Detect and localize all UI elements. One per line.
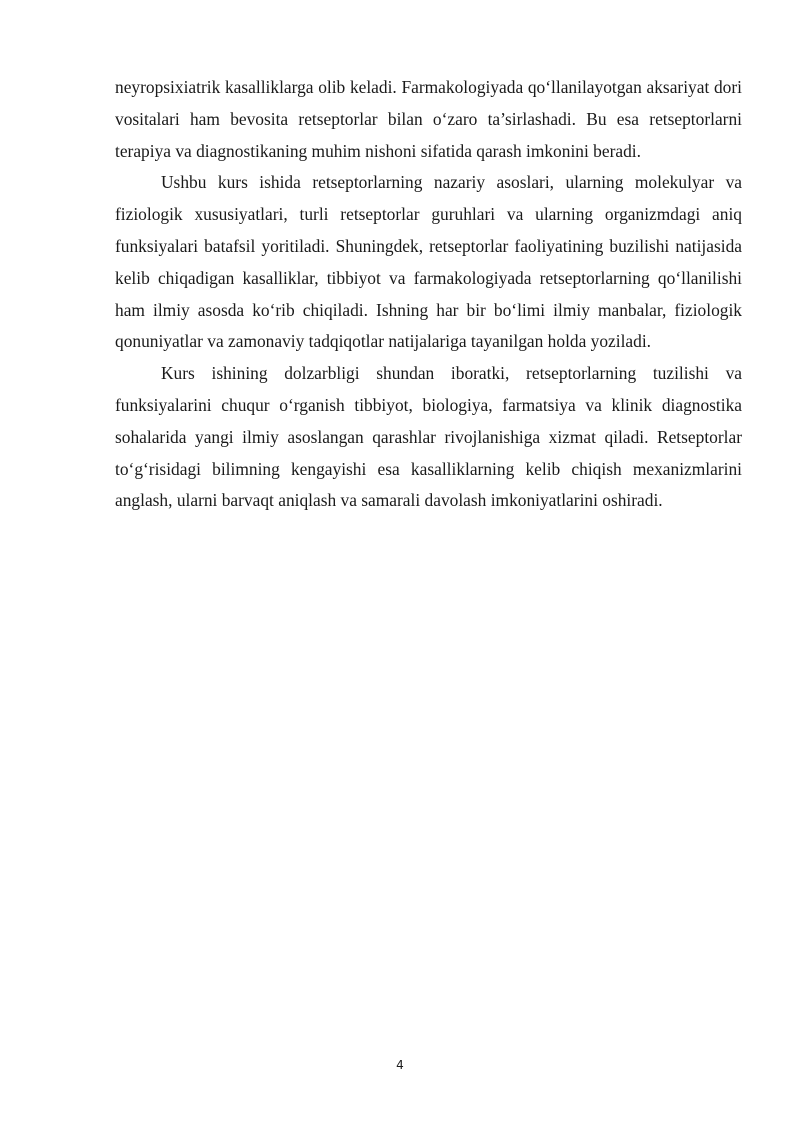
paragraph-3: Kurs ishining dolzarbligi shundan iboratki, retseptorlarning tuzilishi va funksiyalarini chuqur o‘rganish tibbiyot, biologiya, farmatsiya va klinik diagnostika sohalarida yangi ilmiy asoslangan qarashlar rivojlanishiga xizmat qiladi. Retseptorlar to‘g‘risidagi bilimning kengayishi esa kasalliklarning kelib chiqish mexanizmlarini anglash, ularni barvaqt aniqlash va samarali davolash imkoniyatlarini oshiradi. [115, 363, 742, 511]
page-number: 4 [396, 1058, 404, 1072]
paragraph-1: neyropsixiatrik kasalliklarga olib keladi. Farmakologiyada qo‘llanilayotgan aksariyat dori vositalari ham bevosita retseptorlar bilan o‘zaro ta’sirlashadi. Bu esa retseptorlarni terapiya va diagnostikaning muhim nishoni sifatida qarash imkonini beradi. [115, 77, 742, 161]
paragraph-2: Ushbu kurs ishida retseptorlarning nazariy asoslari, ularning molekulyar va fiziologik xususiyatlari, turli retseptorlar guruhlari va ularning organizmdagi aniq funksiyalari batafsil yoritiladi. Shuningdek, retseptorlar faoliyatining buzilishi natijasida kelib chiqadigan kasalliklar, tibbiyot va farmakologiyada retseptorlarning qo‘llanilishi ham ilmiy asosda ko‘rib chiqiladi. Ishning har bir bo‘limi ilmiy manbalar, fiziologik qonuniyatlar va zamonaviy tadqiqotlar natijalariga tayanilgan holda yoziladi. [115, 172, 742, 352]
body-text [115, 72, 742, 517]
